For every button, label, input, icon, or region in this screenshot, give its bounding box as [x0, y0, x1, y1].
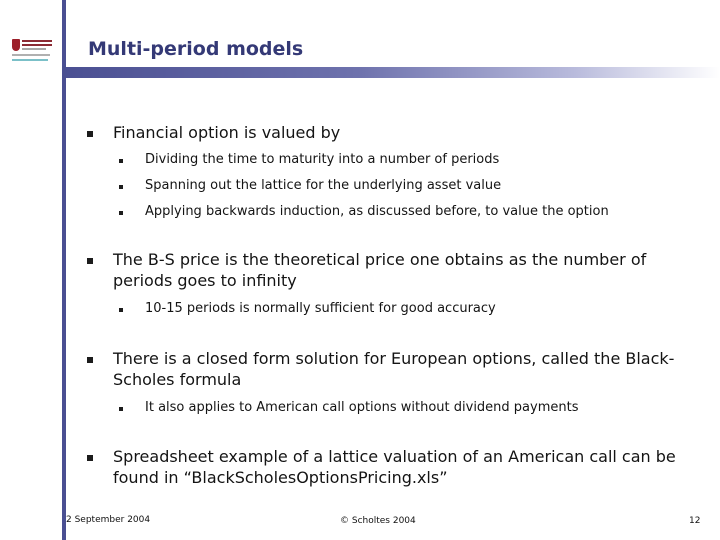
sub-bullet-icon — [119, 159, 123, 163]
bullet-2-line-1: The B-S price is the theoretical price one obtains as the number of — [113, 250, 647, 269]
bullet-4-line-1: Spreadsheet example of a lattice valuation of an American call can be — [113, 447, 676, 466]
bullet-1-sub-2: Spanning out the lattice for the underlying asset value — [145, 178, 502, 193]
sub-bullet-icon — [119, 185, 123, 189]
title-underline-bar — [62, 67, 720, 78]
sub-bullet-icon — [119, 308, 123, 312]
bullet-3-sub-1: It also applies to American call options without dividend payments — [145, 400, 579, 415]
crest-icon — [12, 39, 20, 51]
bullet-square-icon — [87, 357, 93, 363]
sub-bullet-icon — [119, 407, 123, 411]
page-number: 12 — [689, 516, 701, 526]
slide-title: Multi-period models — [88, 38, 304, 60]
bullet-3-line-1: There is a closed form solution for European options, called the Black- — [113, 349, 675, 368]
bullet-1-sub-3: Applying backwards induction, as discussed before, to value the option — [145, 204, 609, 219]
sub-bullet-icon — [119, 211, 123, 215]
bullet-square-icon — [87, 131, 93, 137]
vertical-rule — [62, 0, 66, 540]
bullet-2-line-2: periods goes to infinity — [113, 271, 297, 290]
bullet-3-line-2: Scholes formula — [113, 370, 242, 389]
bullet-1-sub-1: Dividing the time to maturity into a number of periods — [145, 152, 500, 167]
university-logo — [12, 38, 54, 64]
footer-copyright: © Scholtes 2004 — [340, 516, 416, 526]
bullet-square-icon — [87, 455, 93, 461]
bullet-4-line-2: found in “BlackScholesOptionsPricing.xls” — [113, 468, 448, 487]
footer-date: 2 September 2004 — [66, 515, 151, 525]
bullet-1-line-1: Financial option is valued by — [113, 123, 341, 142]
bullet-square-icon — [87, 258, 93, 264]
bullet-2-sub-1: 10-15 periods is normally sufficient for good accuracy — [145, 301, 496, 316]
